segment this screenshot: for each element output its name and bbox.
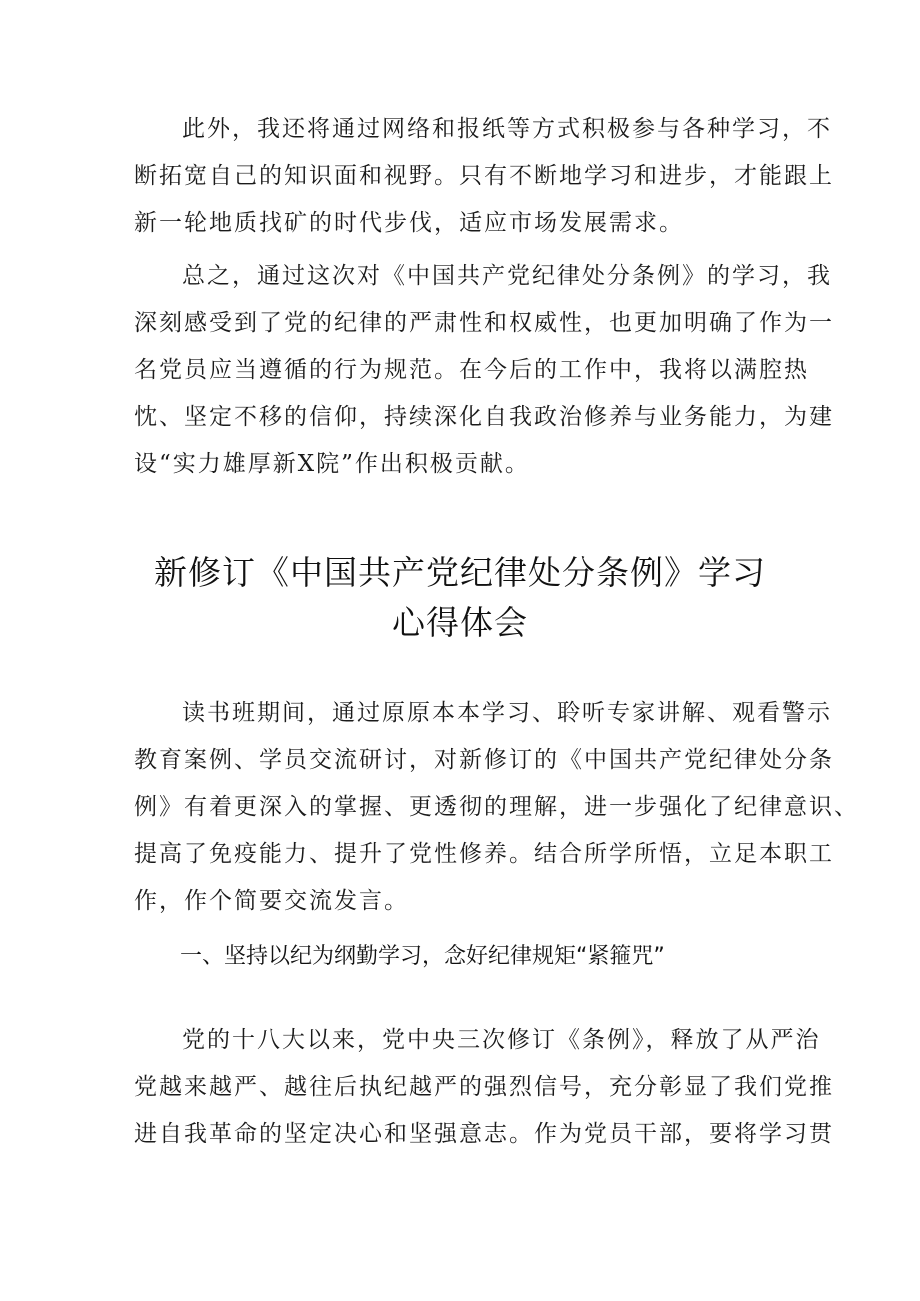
paragraph-line: 总之，通过这次对《中国共产党纪律处分条例》的学习，我: [182, 263, 832, 289]
paragraph-line: 党的十八大以来，党中央三次修订《条例》，释放了从严治: [182, 1027, 821, 1053]
title-line-1: 新修订《中国共产党纪律处分条例》学习: [154, 553, 766, 592]
paragraph-line: 此外，我还将通过网络和报纸等方式积极参与各种学习，不: [182, 116, 832, 142]
paragraph-line: 深刻感受到了党的纪律的严肃性和权威性，也更加明确了作为一: [134, 310, 834, 336]
paragraph-line: 读书班期间，通过原原本本学习、聆听专家讲解、观看警示: [182, 700, 832, 726]
paragraph-line: 新一轮地质找矿的时代步伐，适应市场发展需求。: [134, 210, 684, 236]
paragraph-intro: [134, 690, 859, 925]
paragraph-line: 教育案例、学员交流研讨，对新修订的《中国共产党纪律处分条: [134, 747, 834, 773]
paragraph-line: 名党员应当遵循的行为规范。在今后的工作中，我将以满腔热: [134, 357, 809, 383]
paragraph-section-1: [134, 1017, 834, 1158]
section-heading-1: 一、坚持以纪为纲勤学习，念好纪律规矩“紧箍咒”: [180, 944, 665, 969]
paragraph-line: 党越来越严、越往后执纪越严的强烈信号，充分彰显了我们党推: [134, 1074, 834, 1100]
paragraph-line: 作，作个简要交流发言。: [134, 888, 409, 914]
paragraph-line: 断拓宽自己的知识面和视野。只有不断地学习和进步，才能跟上: [134, 163, 834, 189]
paragraph-continued-study: [134, 106, 834, 247]
paragraph-line: 进自我革命的坚定决心和坚强意志。作为党员干部，要将学习贯: [134, 1121, 834, 1147]
paragraph-line: 忱、坚定不移的信仰，持续深化自我政治修养与业务能力，为建: [134, 404, 834, 430]
document-title: [0, 548, 920, 648]
paragraph-line: 例》有着更深入的掌握、更透彻的理解，进一步强化了纪律意识、: [134, 794, 859, 820]
paragraph-line: 提高了免疫能力、提升了党性修养。结合所学所悟，立足本职工: [134, 841, 834, 867]
paragraph-conclusion: [134, 253, 834, 488]
paragraph-line: 设“实力雄厚新X院”作出积极贡献。: [134, 451, 530, 477]
title-line-2: 心得体会: [392, 603, 528, 642]
